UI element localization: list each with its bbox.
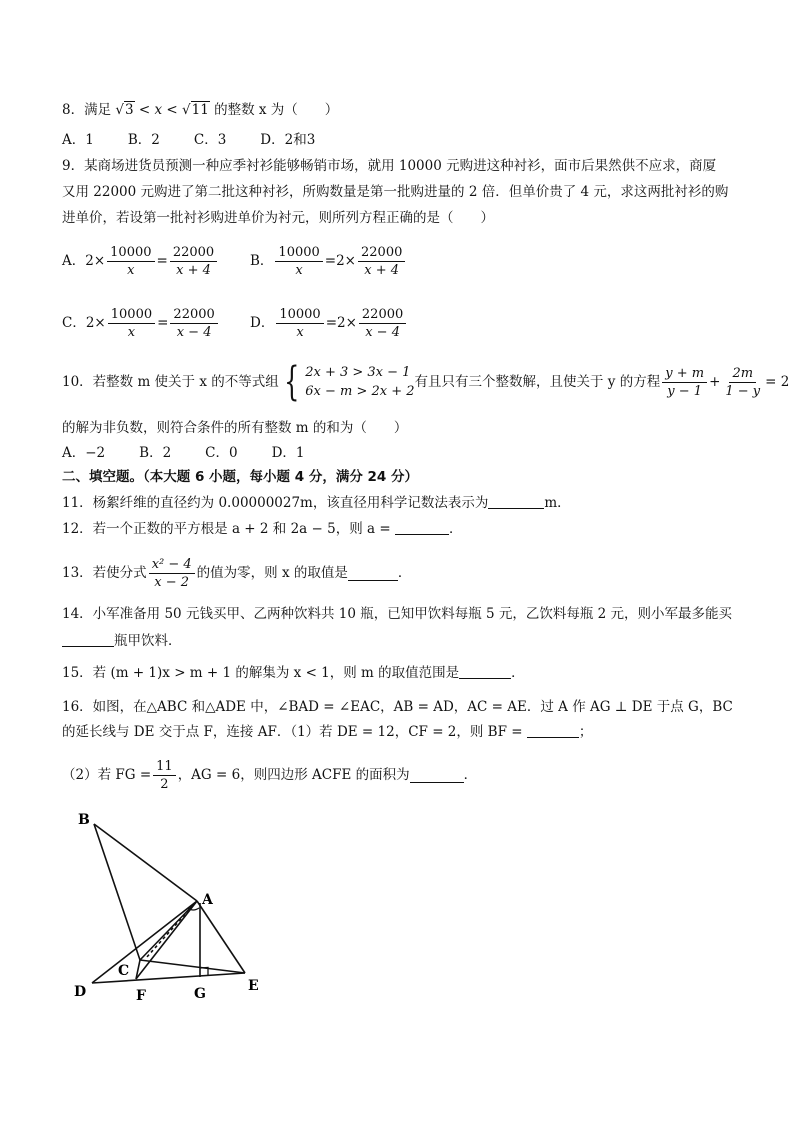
q9-a-frac2 <box>170 244 217 279</box>
segment-af <box>136 901 197 979</box>
question-10 <box>62 360 789 404</box>
sqrt-11: √11 <box>182 102 209 118</box>
q10-frac2-den: 1 − y <box>725 383 761 399</box>
q16-fg-den: 2 <box>160 776 169 792</box>
q10-rhs: = 2 <box>765 374 790 390</box>
q10-frac1-den: y − 1 <box>667 383 703 399</box>
q9-a-num2: 22000 <box>170 244 217 262</box>
q10-option-b: B．2 <box>139 445 172 461</box>
q9-d-coef: 2× <box>337 315 357 331</box>
q9-d-label: D． <box>250 315 275 331</box>
q9-line2: 又用 22000 元购进了第二批这种衬衫，所购数量是第一批购进量的 2 倍．但单价贵了 4 元，求这两批衬衫的购 <box>62 184 729 200</box>
q10-frac1-num: y + m <box>662 365 707 383</box>
question-11 <box>62 493 571 513</box>
sqrt-11-radicand: 11 <box>191 102 209 118</box>
q11-answer-blank[interactable] <box>488 494 544 509</box>
q16-part2-prefix: （2）若 FG = <box>62 767 152 783</box>
q10-frac2 <box>722 365 763 400</box>
q16-line1: 16．如图，在△ABC 和△ADE 中，∠BAD = ∠EAC，AB = AD，AC = AE．过 A 作 AG ⊥ DE 于点 G，BC <box>62 699 733 715</box>
q10-option-c: C．0 <box>205 445 238 461</box>
q9-a-eq: = <box>156 253 168 269</box>
q9-b-num2: 22000 <box>358 244 405 262</box>
q15-answer-blank[interactable] <box>459 664 511 679</box>
q9-d-frac2 <box>359 306 406 341</box>
q9-d-num2: 22000 <box>359 306 406 324</box>
q12-answer-blank[interactable] <box>395 520 449 535</box>
q14-line1: 14．小军准备用 50 元钱买甲、乙两种饮料共 10 瓶，已知甲饮料每瓶 5 元，乙饮料每瓶 2 元，则小军最多能买 <box>62 606 733 622</box>
q16-part2-end: ． <box>463 767 478 783</box>
q9-d-frac1 <box>276 306 323 341</box>
q13-fraction <box>149 556 195 591</box>
segment-bc <box>94 824 140 960</box>
q9-b-frac2 <box>358 244 405 279</box>
q8-inequality: < x < <box>134 102 182 118</box>
q9-c-eq: = <box>157 315 169 331</box>
q8-prefix: 8．满足 <box>62 102 112 118</box>
label-e: E <box>248 978 259 994</box>
q10-plus: + <box>709 374 721 390</box>
q10-middle: 有且只有三个整数解，且使关于 y 的方程 <box>414 374 661 390</box>
geometry-figure <box>60 800 280 1020</box>
q8-option-d: D．2和3 <box>260 132 316 148</box>
q15-text: 15．若 (m + 1)x > m + 1 的解集为 x < 1，则 m 的取值范围是 <box>62 665 460 681</box>
q9-line1: 9．某商场进货员预测一种应季衬衫能够畅销市场，就用 10000 元购进这种衬衫，面市后果然供不应求，商厦 <box>62 158 717 174</box>
q10-option-d: D．1 <box>271 445 305 461</box>
q16-fg-num: 11 <box>153 758 176 776</box>
q14-end: 瓶甲饮料． <box>114 633 182 649</box>
q9-line3: 进单价，若设第一批衬衫购进单价为衬元，则所列方程正确的是（ ） <box>62 210 494 226</box>
q9-b-den1: x <box>295 262 303 278</box>
q9-c-num1: 10000 <box>108 306 155 324</box>
q9-a-coef: 2× <box>85 253 106 269</box>
q9-a-label: A． <box>62 253 86 269</box>
label-b: B <box>78 812 90 828</box>
q10-row2: 6x − m > 2x + 2 <box>305 384 415 399</box>
q9-b-label: B． <box>250 253 274 269</box>
q16-part1: 的延长线与 DE 交于点 F，连接 AF．（1）若 DE = 12，CF = 2，则 BF = <box>62 724 523 740</box>
q9-d-den1: x <box>296 324 304 340</box>
q13-end: ． <box>397 565 412 581</box>
sqrt-3-radicand: 3 <box>125 102 134 118</box>
q9-b-eq: = <box>324 253 337 269</box>
q11-unit: m． <box>544 495 571 511</box>
q10-brace: { <box>283 359 300 405</box>
q9-c-num2: 22000 <box>170 306 217 324</box>
q12-text: 12．若一个正数的平方根是 a + 2 和 2a − 5，则 a = <box>62 521 391 537</box>
question-12 <box>62 519 462 539</box>
segment-ad <box>92 901 197 983</box>
q9-option-b <box>250 240 407 282</box>
q12-end: ． <box>448 521 463 537</box>
segment-de <box>92 973 245 983</box>
segment-ae <box>197 901 245 973</box>
q9-d-eq: = <box>325 315 337 331</box>
q16-fg-fraction <box>153 758 176 793</box>
q8-options <box>62 130 345 150</box>
q9-d-num1: 10000 <box>276 306 323 324</box>
q13-den: x − 2 <box>154 574 190 590</box>
question-8 <box>62 100 338 120</box>
label-f: F <box>136 988 146 1004</box>
q9-b-den2: x + 4 <box>364 262 400 278</box>
q9-b-frac1 <box>275 244 322 279</box>
q8-suffix: 的整数 x 为（ ） <box>214 102 339 118</box>
segment-ce <box>140 960 245 973</box>
q16-answer2-blank[interactable] <box>410 768 464 783</box>
q14-answer-blank[interactable] <box>62 632 114 647</box>
q16-answer1-blank[interactable] <box>527 723 579 738</box>
q10-options <box>62 443 335 463</box>
q9-c-coef: 2× <box>85 315 106 331</box>
label-c: C <box>118 963 130 979</box>
q13-prefix: 13．若使分式 <box>62 565 147 581</box>
q9-option-c <box>62 302 220 344</box>
q15-end: ． <box>511 665 525 681</box>
q10-system-rows <box>305 363 414 401</box>
q9-a-den2: x + 4 <box>176 262 211 278</box>
label-g: G <box>194 986 206 1002</box>
q10-prefix: 10．若整数 m 使关于 x 的不等式组 <box>62 374 279 390</box>
segment-ba <box>94 824 197 901</box>
q8-option-c: C．3 <box>193 132 227 148</box>
q9-option-d <box>250 302 408 344</box>
q9-a-frac1 <box>107 244 154 279</box>
question-13 <box>62 552 411 594</box>
q16-line2 <box>62 722 592 742</box>
label-a: A <box>202 892 213 908</box>
q10-row1: 2x + 3 > 3x − 1 <box>305 365 411 380</box>
q16-line3 <box>62 754 477 796</box>
q9-a-den1: x <box>127 262 135 278</box>
q8-option-b: B．2 <box>127 132 160 148</box>
label-d: D <box>74 984 87 1000</box>
q14-line2 <box>62 631 182 651</box>
q9-a-num1: 10000 <box>107 244 154 262</box>
q9-option-a <box>62 240 219 282</box>
q9-d-den2: x − 4 <box>365 324 400 340</box>
q10-inequality-system <box>279 359 415 405</box>
section-2-title: 二、填空题。（本大题 6 小题，每小题 4 分，满分 24 分） <box>62 469 419 485</box>
q10-line2: 的解为非负数，则符合条件的所有整数 m 的和为（ ） <box>62 420 408 436</box>
q9-c-label: C． <box>62 315 86 331</box>
q8-option-a: A．1 <box>62 132 94 148</box>
q9-b-coef: 2× <box>336 253 356 269</box>
sqrt-3: √3 <box>115 102 134 118</box>
q11-text: 11．杨絮纤维的直径约为 0.00000027m，该直径用科学记数法表示为 <box>62 495 489 511</box>
q16-part1-end: ； <box>578 724 593 740</box>
q9-c-den2: x − 4 <box>176 324 212 340</box>
q9-b-num1: 10000 <box>275 244 322 262</box>
q13-num: x² − 4 <box>149 556 195 574</box>
q10-frac1 <box>662 365 707 400</box>
question-15 <box>62 663 525 683</box>
q9-c-den1: x <box>127 324 136 340</box>
q9-c-frac1 <box>108 306 155 341</box>
q16-part2-mid: ，AG = 6，则四边形 ACFE 的面积为 <box>177 767 410 783</box>
q10-option-a: A．−2 <box>62 445 106 461</box>
q13-answer-blank[interactable] <box>348 566 398 581</box>
q13-mid: 的值为零，则 x 的取值是 <box>196 565 348 581</box>
q9-c-frac2 <box>170 306 217 341</box>
q10-frac2-num: 2m <box>729 365 756 383</box>
